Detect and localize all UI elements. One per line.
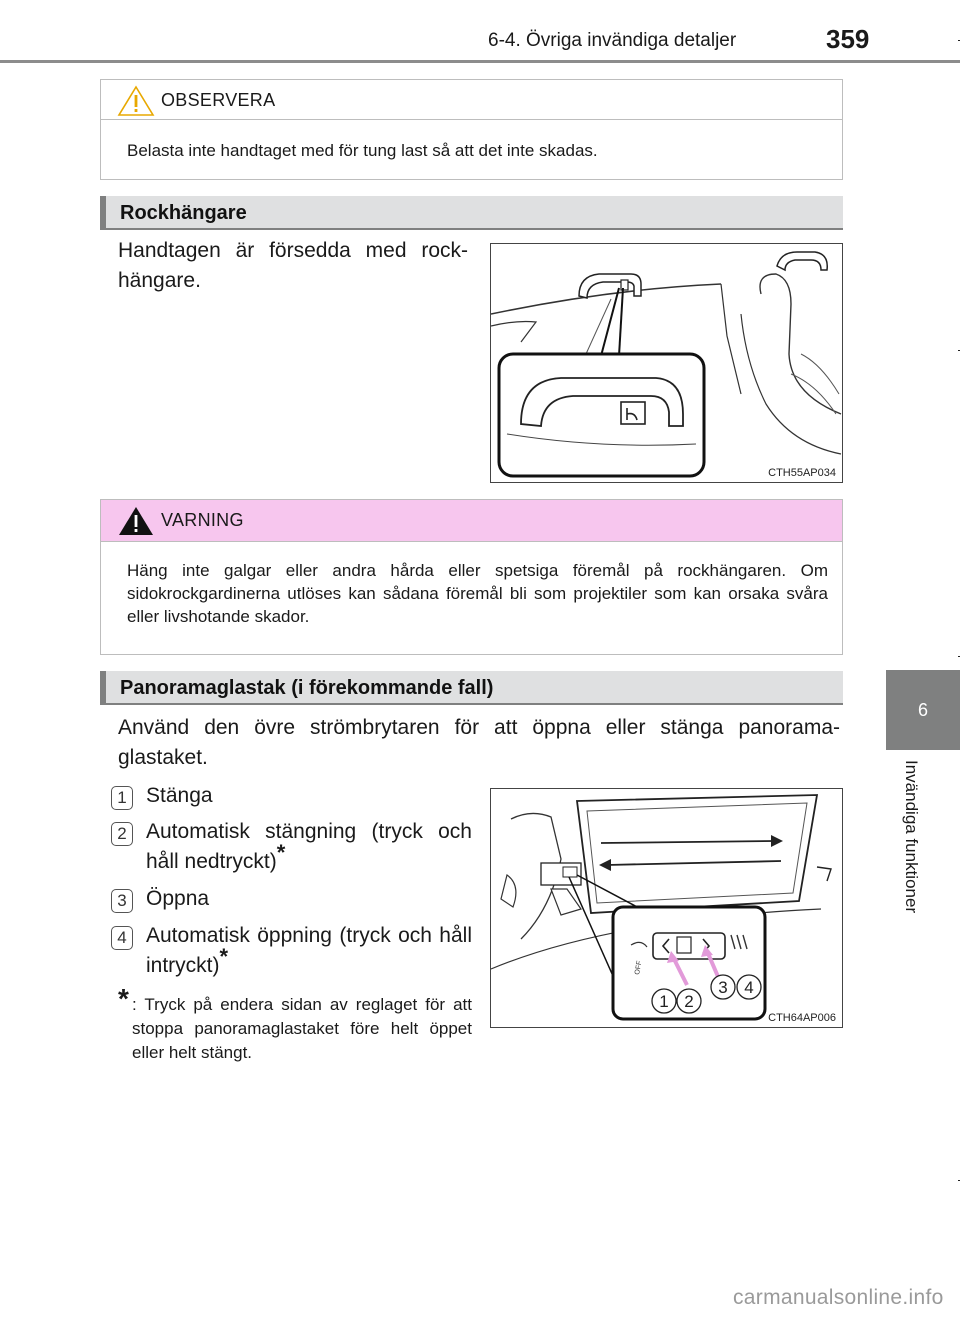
footnote-text: : Tryck på endera sidan av reglaget för att stoppa panoramaglastaket före helt öppet eller helt stängt. [132, 995, 472, 1062]
list-item-label: Automatisk stängning (tryck och håll nedtryckt) [146, 820, 472, 873]
asterisk-mark: * [219, 944, 229, 969]
chapter-tab [886, 670, 960, 750]
warning-text: Häng inte galgar eller andra hårda eller spetsiga föremål på rockhängaren. Om sidokrockgardinerna utlöses kan sådana föremål bli som projektiler som kan orsaka svåra eller livshotande skador. [127, 561, 828, 626]
figure-code: CTH55AP034 [768, 467, 836, 479]
section-heading-panorama [100, 671, 843, 705]
section-heading-text: Panoramaglastak (i förekommande fall) [120, 677, 494, 699]
figure-code: CTH64AP006 [768, 1012, 836, 1024]
asterisk-mark: * [276, 840, 286, 865]
footnote-mark: * [118, 983, 129, 1014]
warning-title: VARNING [161, 510, 244, 530]
chapter-title-vertical [887, 760, 927, 950]
coat-hook-figure [490, 243, 843, 483]
notice-title: OBSERVERA [161, 90, 276, 110]
figure-label-4: 4 [744, 978, 754, 997]
item-number: 2 [111, 822, 133, 846]
chapter-title: Invändiga funktioner [902, 760, 921, 914]
coat-hooks-text: Handtagen är försedda med rock-hängare. [118, 239, 468, 292]
item-number: 4 [111, 926, 133, 950]
page-number: 359 [826, 24, 870, 54]
coat-hook-illustration [491, 244, 842, 482]
list-item-text [146, 921, 472, 981]
warning-box-header [101, 500, 842, 542]
item-number: 1 [111, 786, 133, 810]
list-item-label: Automatisk öppning (tryck och håll intryckt) [146, 924, 472, 977]
notice-text: Belasta inte handtaget med för tung last så att det inte skadas. [127, 141, 598, 160]
list-item-text: Stänga [146, 784, 213, 807]
section-heading-text: Rockhängare [120, 202, 247, 224]
warning-triangle-outline-icon [117, 85, 155, 117]
list-item-text [146, 817, 472, 877]
item-number: 3 [111, 889, 133, 913]
figure-label-1: 1 [659, 992, 669, 1011]
notice-box-header [101, 80, 842, 120]
header-rule [0, 60, 960, 63]
warning-triangle-filled-icon [117, 505, 155, 537]
warning-box [100, 499, 843, 655]
panorama-intro: Använd den övre strömbrytaren för att öppna eller stänga panorama-glastaket. [118, 716, 840, 769]
panorama-switch-figure [490, 788, 843, 1028]
section-heading-coat-hooks [100, 196, 843, 230]
watermark: carmanualsonline.info [733, 1286, 944, 1309]
panorama-roof-illustration [491, 789, 842, 1027]
figure-label-2: 2 [684, 992, 694, 1011]
running-header-section: 6-4. Övriga invändiga detaljer [488, 30, 737, 51]
notice-box [100, 79, 843, 180]
figure-label-3: 3 [718, 978, 728, 997]
list-item-text: Öppna [146, 887, 210, 910]
chapter-number: 6 [917, 699, 928, 720]
figure-off-label: OFF [634, 960, 644, 976]
